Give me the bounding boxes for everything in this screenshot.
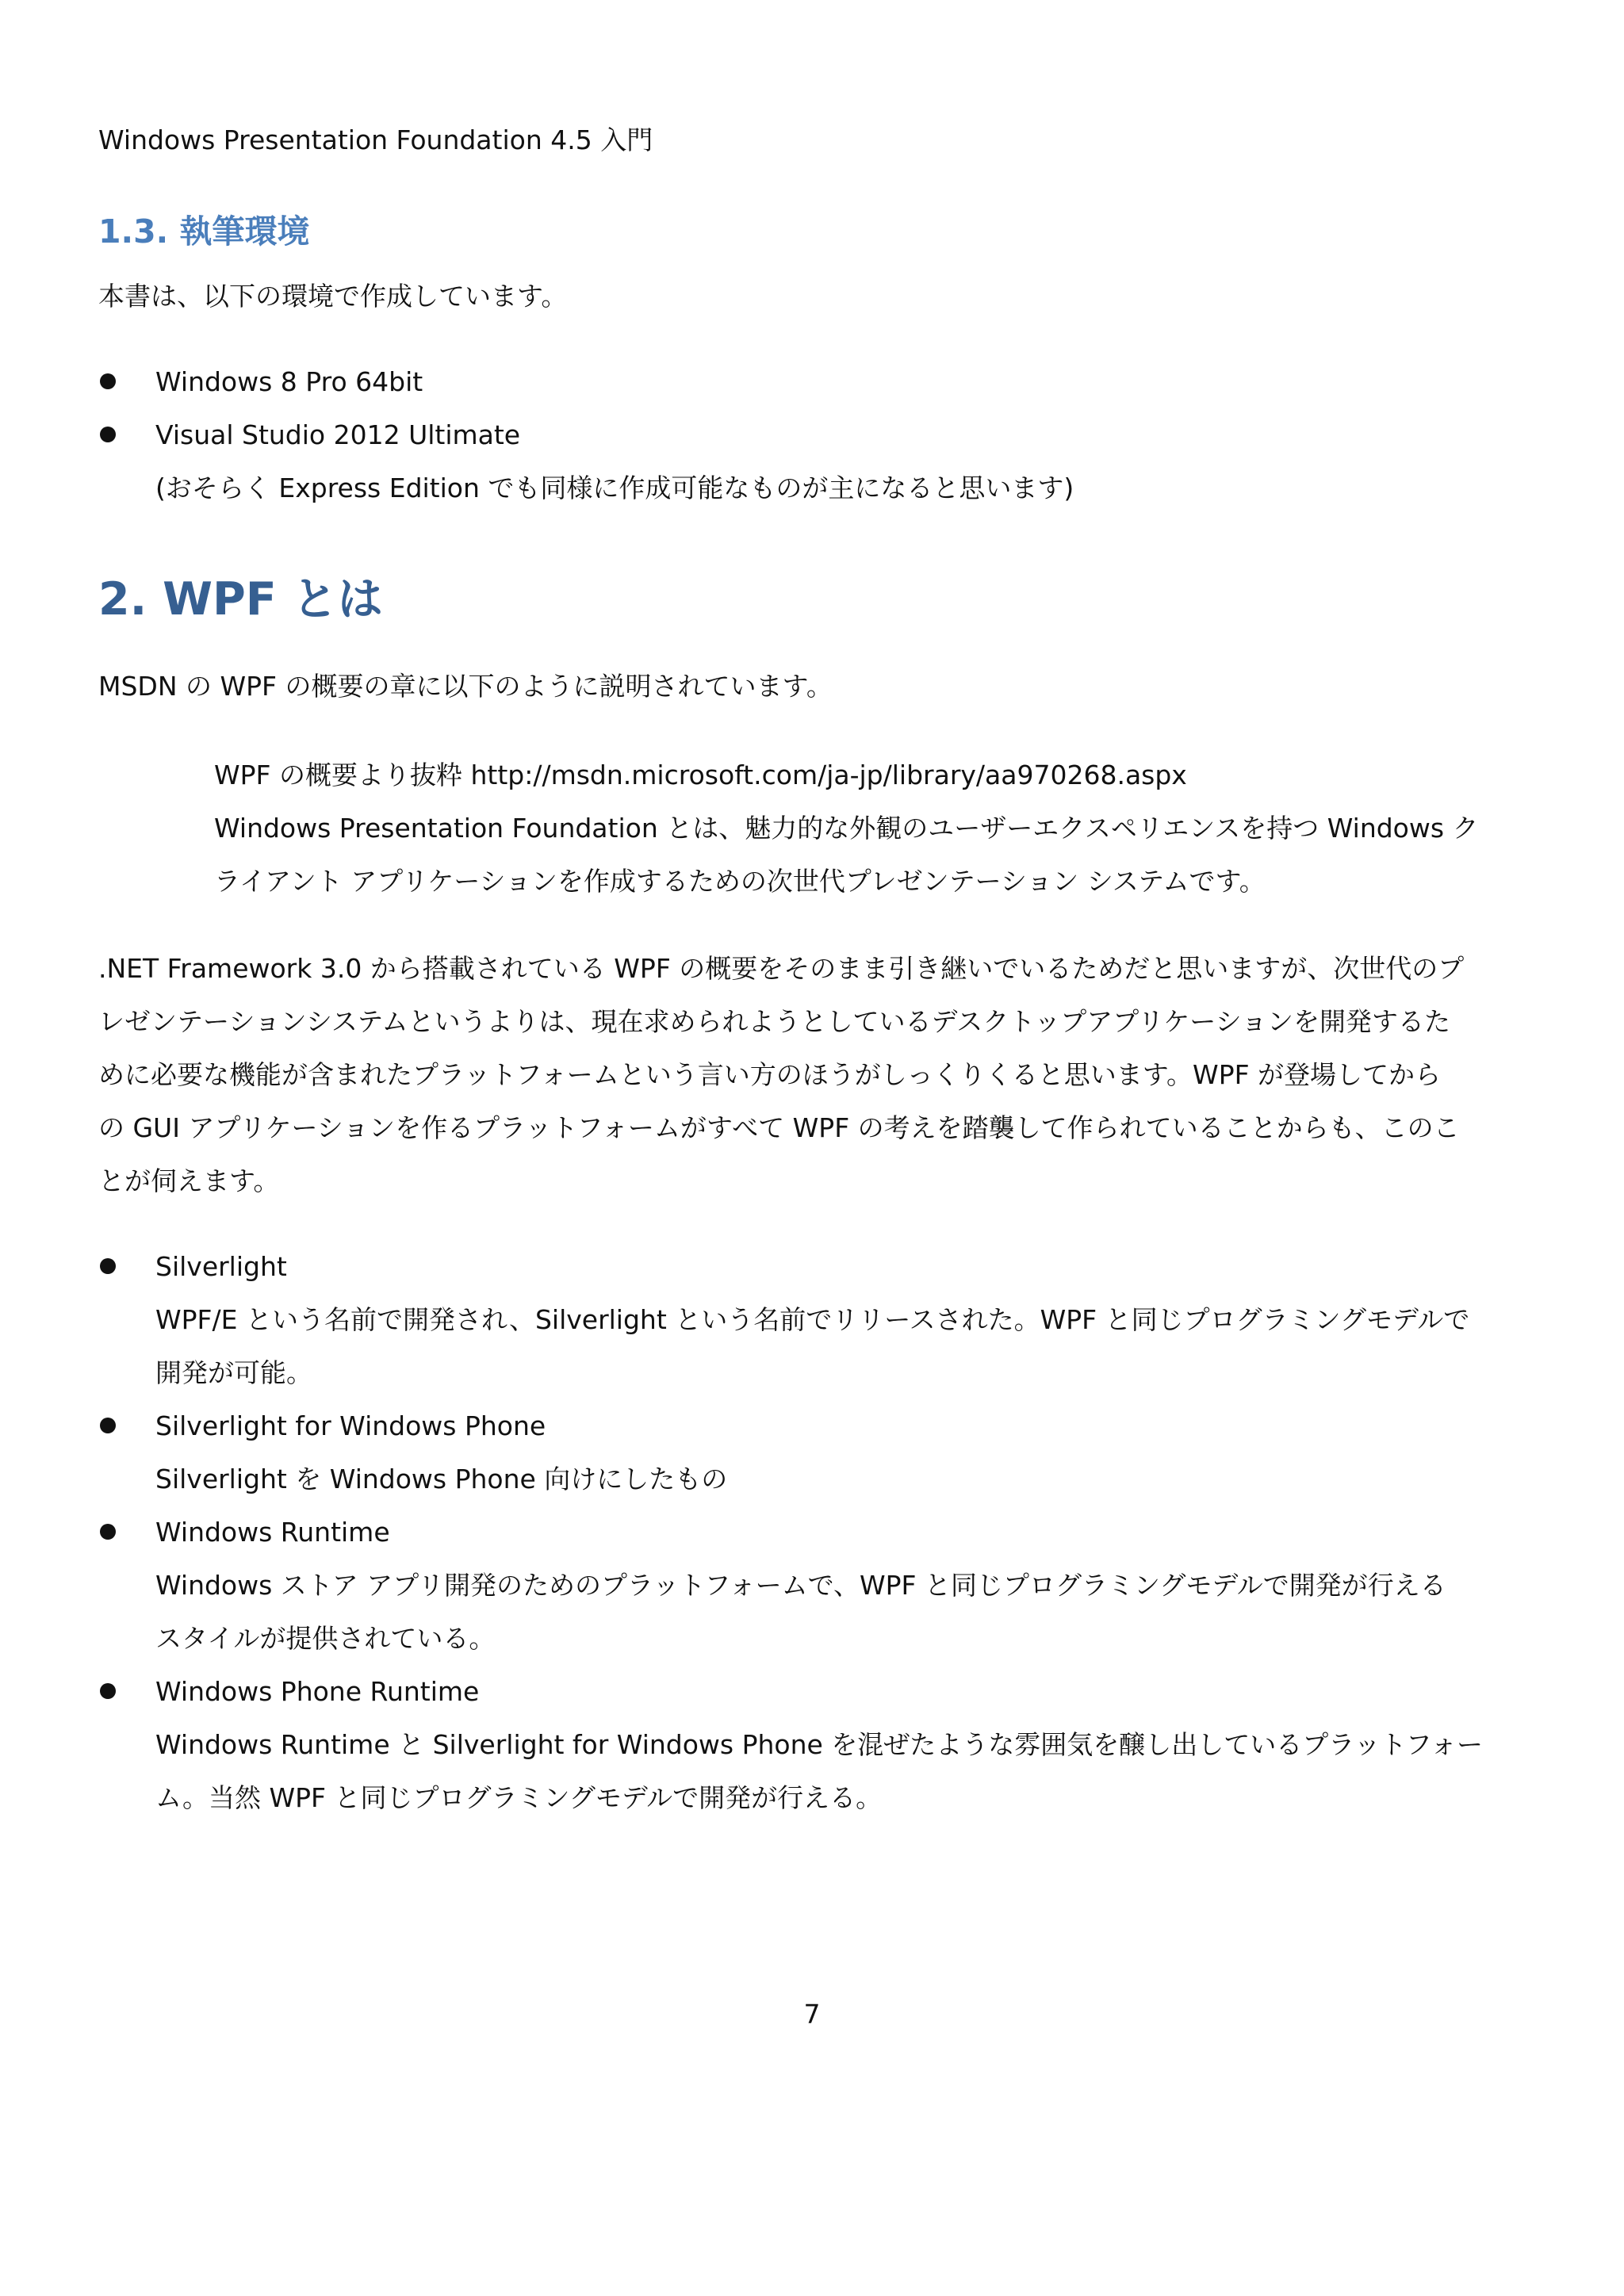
list-item-text: Windows 8 Pro 64bit: [155, 366, 423, 397]
list-item-text: WPF/E という名前で開発され、Silverlight という名前でリリースされた。WPF と同じプログラミングモデルで: [155, 1304, 1470, 1335]
list-item-text: スタイルが提供されている。: [155, 1623, 496, 1654]
quote-line: Windows Presentation Foundation とは、魅力的な外観のユーザーエクスペリエンスを持つ Windows ク: [214, 813, 1479, 844]
section-1-3-intro: [98, 270, 1526, 323]
bullet-icon: [100, 427, 116, 442]
bullet-icon: [100, 1418, 116, 1433]
paragraph-line: MSDN の WPF の概要の章に以下のように説明されています。: [98, 671, 833, 702]
quote-source-line: WPF の概要より抜粋 http://msdn.microsoft.com/ja-jp/library/aa970268.aspx: [214, 760, 1187, 790]
list-item-text: Silverlight を Windows Phone 向けにしたもの: [155, 1464, 728, 1494]
list-item: [98, 1506, 1526, 1665]
page-number: 7: [803, 1999, 821, 2030]
list-item-note: (おそらく Express Edition でも同様に作成可能なものが主になると思います): [155, 473, 1074, 503]
bullet-icon: [100, 1258, 116, 1274]
list-item: [98, 1665, 1526, 1824]
section-2-body: [98, 942, 1526, 1207]
list-item: [98, 408, 1526, 515]
list-item-text: ム。当然 WPF と同じプログラミングモデルで開発が行える。: [155, 1782, 883, 1813]
platform-list: [98, 1240, 1526, 1824]
running-header: Windows Presentation Foundation 4.5 入門: [98, 124, 653, 155]
msdn-quote-block: [214, 748, 1530, 908]
list-item-title: Windows Runtime: [155, 1517, 390, 1548]
list-item: [98, 1399, 1526, 1506]
paragraph-line: .NET Framework 3.0 から搭載されている WPF の概要をそのまま引き継いでいるためだと思いますが、次世代のプ: [98, 953, 1465, 984]
bullet-icon: [100, 373, 116, 389]
paragraph-line: 本書は、以下の環境で作成しています。: [98, 281, 568, 312]
list-item: [98, 355, 1526, 408]
bullet-icon: [100, 1524, 116, 1540]
bullet-icon: [100, 1683, 116, 1699]
list-item-text: Windows Runtime と Silverlight for Windows Phone を混ぜたような雰囲気を醸し出しているプラットフォー: [155, 1729, 1483, 1760]
list-item-text: 開発が可能。: [155, 1357, 312, 1388]
list-item-text: Windows ストア アプリ開発のためのプラットフォームで、WPF と同じプログラミングモデルで開発が行える: [155, 1570, 1446, 1601]
section-2-intro: [98, 660, 1526, 713]
environment-list: [98, 355, 1526, 515]
list-item: [98, 1240, 1526, 1399]
paragraph-line: めに必要な機能が含まれたプラットフォームという言い方のほうがしっくりくると思います。WPF が登場してから: [98, 1059, 1442, 1090]
paragraph-line: とが伺えます。: [98, 1165, 280, 1196]
quote-line: ライアント アプリケーションを作成するための次世代プレゼンテーション システムです。: [214, 866, 1266, 897]
list-item-title: Windows Phone Runtime: [155, 1676, 480, 1707]
list-item-title: Silverlight: [155, 1251, 287, 1282]
list-item-title: Silverlight for Windows Phone: [155, 1410, 546, 1441]
chapter-heading-2: 2. WPF とは: [98, 573, 383, 626]
paragraph-line: の GUI アプリケーションを作るプラットフォームがすべて WPF の考えを踏襲して作られていることからも、このこ: [98, 1112, 1460, 1143]
paragraph-line: レゼンテーションシステムというよりは、現在求められようとしているデスクトップアプリケーションを開発するた: [98, 1006, 1450, 1037]
list-item-text: Visual Studio 2012 Ultimate: [155, 419, 521, 450]
section-heading-1-3: 1.3. 執筆環境: [98, 212, 310, 251]
